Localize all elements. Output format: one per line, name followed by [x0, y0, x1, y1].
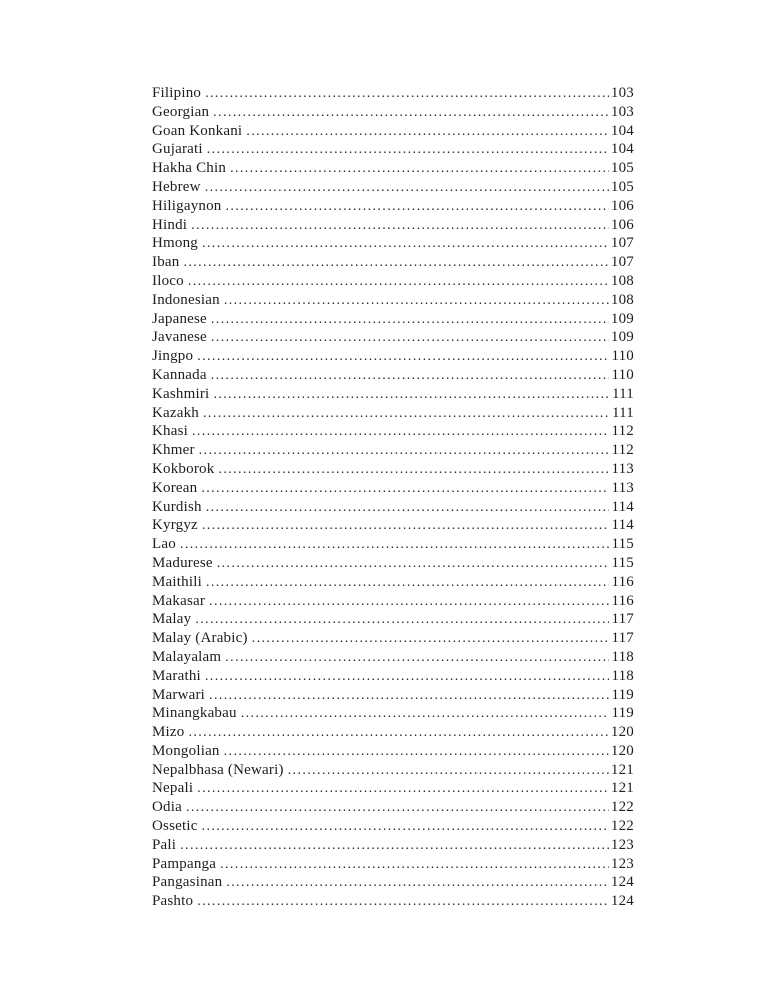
- toc-entry[interactable]: [152, 103, 634, 122]
- leader-dots: [224, 742, 609, 762]
- leader-dots: [211, 366, 610, 386]
- toc-entry-page-number: 115: [611, 536, 634, 553]
- toc-entry-page-number: 120: [610, 742, 634, 759]
- toc-entry[interactable]: [152, 686, 634, 705]
- toc-entry-label[interactable]: Pangasinan: [152, 874, 223, 891]
- toc-entry-page-number: 103: [610, 103, 634, 120]
- toc-entry[interactable]: [152, 385, 634, 404]
- leader-dots: [188, 272, 609, 292]
- leader-dots: [224, 291, 609, 311]
- toc-entry-page-number: 119: [611, 705, 634, 722]
- toc-entry-page-number: 116: [611, 573, 634, 590]
- toc-entry-page-number: 106: [610, 197, 634, 214]
- leader-dots: [202, 817, 609, 837]
- toc-entry[interactable]: [152, 328, 634, 347]
- toc-entry-label[interactable]: Gujarati: [152, 141, 203, 158]
- toc-entry-label[interactable]: Georgian: [152, 103, 210, 120]
- toc-entry-page-number: 105: [610, 160, 634, 177]
- toc-entry-page-number: 111: [612, 404, 634, 421]
- toc-entry-page-number: 117: [611, 630, 634, 647]
- toc-entry[interactable]: [152, 554, 634, 573]
- toc-entry-label[interactable]: Kokborok: [152, 460, 215, 477]
- toc-entry-page-number: 108: [610, 291, 634, 308]
- toc-entry[interactable]: [152, 592, 634, 611]
- leader-dots: [201, 479, 609, 499]
- toc-entry[interactable]: [152, 140, 634, 159]
- toc-entry-label[interactable]: Minangkabau: [152, 705, 237, 722]
- toc-entry-page-number: 119: [611, 686, 634, 703]
- toc-entry[interactable]: [152, 122, 634, 141]
- toc-entry-page-number: 111: [612, 385, 634, 402]
- toc-entry[interactable]: [152, 347, 634, 366]
- toc-entry-page-number: 118: [611, 667, 634, 684]
- toc-entry-label[interactable]: Korean: [152, 479, 198, 496]
- toc-entry[interactable]: [152, 855, 634, 874]
- leader-dots: [188, 723, 608, 743]
- leader-dots: [180, 836, 609, 856]
- toc-entry-page-number: 121: [610, 780, 634, 797]
- toc-entry[interactable]: [152, 197, 634, 216]
- leader-dots: [205, 178, 609, 198]
- toc-entry-page-number: 108: [610, 272, 634, 289]
- toc-entry-label[interactable]: Pali: [152, 836, 177, 853]
- toc-entry[interactable]: [152, 460, 634, 479]
- leader-dots: [180, 535, 610, 555]
- toc-entry[interactable]: [152, 798, 634, 817]
- leader-dots: [226, 873, 609, 893]
- toc-entry[interactable]: [152, 742, 634, 761]
- toc-entry-page-number: 118: [611, 648, 634, 665]
- toc-entry[interactable]: [152, 366, 634, 385]
- toc-entry[interactable]: [152, 479, 634, 498]
- leader-dots: [202, 234, 609, 254]
- leader-dots: [209, 686, 609, 706]
- leader-dots: [192, 422, 609, 442]
- toc-entry-label[interactable]: Maithili: [152, 573, 202, 590]
- toc-entry-page-number: 109: [610, 310, 634, 327]
- toc-entry-label[interactable]: Hindi: [152, 216, 188, 233]
- toc-entry[interactable]: [152, 610, 634, 629]
- toc-entry-label[interactable]: Malay (Arabic): [152, 630, 248, 647]
- toc-entry-label[interactable]: Indonesian: [152, 291, 220, 308]
- toc-entry-page-number: 122: [610, 818, 634, 835]
- toc-entry-page-number: 112: [611, 423, 634, 440]
- toc-entry[interactable]: [152, 817, 634, 836]
- toc-entry-page-number: 121: [610, 761, 634, 778]
- leader-dots: [191, 216, 609, 236]
- leader-dots: [246, 122, 609, 142]
- toc-entry-label[interactable]: Mongolian: [152, 742, 220, 759]
- leader-dots: [202, 516, 610, 536]
- toc-entry-label[interactable]: Nepali: [152, 780, 194, 797]
- toc-entry-label[interactable]: Hakha Chin: [152, 160, 227, 177]
- toc-entry[interactable]: [152, 573, 634, 592]
- toc-entry-page-number: 123: [610, 855, 634, 872]
- toc-entry[interactable]: [152, 629, 634, 648]
- toc-entry[interactable]: [152, 535, 634, 554]
- toc-entry[interactable]: [152, 498, 634, 517]
- toc-entry[interactable]: [152, 516, 634, 535]
- table-of-contents: [152, 84, 634, 911]
- toc-entry-label[interactable]: Kannada: [152, 366, 207, 383]
- leader-dots: [197, 347, 609, 367]
- toc-entry[interactable]: [152, 892, 634, 911]
- toc-entry-page-number: 117: [611, 611, 634, 628]
- toc-entry-label[interactable]: Jingpo: [152, 348, 194, 365]
- toc-entry-label[interactable]: Khmer: [152, 442, 195, 459]
- toc-entry-page-number: 114: [611, 498, 634, 515]
- toc-entry-page-number: 109: [610, 329, 634, 346]
- toc-entry-page-number: 104: [610, 122, 634, 139]
- leader-dots: [213, 385, 610, 405]
- toc-entry-page-number: 110: [611, 366, 634, 383]
- leader-dots: [211, 310, 609, 330]
- toc-entry-label[interactable]: Iloco: [152, 272, 184, 289]
- toc-entry-label[interactable]: Hiligaynon: [152, 197, 222, 214]
- toc-entry[interactable]: [152, 310, 634, 329]
- toc-entry[interactable]: [152, 291, 634, 310]
- toc-entry[interactable]: [152, 159, 634, 178]
- toc-entry-label[interactable]: Kurdish: [152, 498, 202, 515]
- leader-dots: [218, 460, 609, 480]
- toc-entry-label[interactable]: Hebrew: [152, 178, 201, 195]
- toc-entry-label[interactable]: Marathi: [152, 667, 201, 684]
- leader-dots: [197, 779, 609, 799]
- toc-entry-label[interactable]: Khasi: [152, 423, 188, 440]
- leader-dots: [195, 610, 609, 630]
- toc-entry-page-number: 105: [610, 178, 634, 195]
- toc-entry-page-number: 113: [611, 460, 634, 477]
- toc-entry-page-number: 104: [610, 141, 634, 158]
- leader-dots: [197, 892, 609, 912]
- toc-entry-page-number: 115: [611, 554, 634, 571]
- toc-entry[interactable]: [152, 84, 634, 103]
- leader-dots: [225, 648, 609, 668]
- toc-entry-label[interactable]: Kyrgyz: [152, 517, 198, 534]
- toc-entry[interactable]: [152, 779, 634, 798]
- toc-entry[interactable]: [152, 253, 634, 272]
- toc-entry-page-number: 113: [611, 479, 634, 496]
- leader-dots: [209, 592, 609, 612]
- leader-dots: [288, 761, 609, 781]
- leader-dots: [230, 159, 609, 179]
- toc-entry[interactable]: [152, 704, 634, 723]
- toc-entry[interactable]: [152, 178, 634, 197]
- leader-dots: [207, 140, 609, 160]
- leader-dots: [205, 84, 609, 104]
- leader-dots: [206, 573, 610, 593]
- toc-entry-label[interactable]: Odia: [152, 799, 182, 816]
- leader-dots: [213, 103, 609, 123]
- toc-entry-label[interactable]: Hmong: [152, 235, 198, 252]
- leader-dots: [241, 704, 610, 724]
- toc-entry-label[interactable]: Kazakh: [152, 404, 200, 421]
- toc-entry[interactable]: [152, 234, 634, 253]
- leader-dots: [203, 404, 610, 424]
- toc-entry-label[interactable]: Pampanga: [152, 855, 217, 872]
- toc-entry-page-number: 114: [611, 517, 634, 534]
- leader-dots: [206, 498, 610, 518]
- toc-entry[interactable]: [152, 761, 634, 780]
- toc-entry[interactable]: [152, 836, 634, 855]
- toc-entry-label[interactable]: Malayalam: [152, 648, 222, 665]
- toc-entry-label[interactable]: Malay: [152, 611, 192, 628]
- leader-dots: [183, 253, 608, 273]
- toc-entry-label[interactable]: Ossetic: [152, 818, 198, 835]
- toc-entry[interactable]: [152, 404, 634, 423]
- toc-entry[interactable]: [152, 272, 634, 291]
- toc-entry-label[interactable]: Filipino: [152, 85, 202, 101]
- toc-entry-page-number: 112: [611, 442, 634, 459]
- toc-entry-page-number: 124: [610, 874, 634, 891]
- toc-entry-page-number: 110: [611, 348, 634, 365]
- toc-entry-label[interactable]: Makasar: [152, 592, 206, 609]
- toc-entry-label[interactable]: Iban: [152, 254, 180, 271]
- toc-entry[interactable]: [152, 873, 634, 892]
- toc-entry-page-number: 106: [610, 216, 634, 233]
- toc-entry[interactable]: [152, 216, 634, 235]
- leader-dots: [211, 328, 609, 348]
- toc-entry-label[interactable]: Lao: [152, 536, 176, 553]
- toc-entry-label[interactable]: Goan Konkani: [152, 122, 243, 139]
- toc-entry-page-number: 107: [610, 235, 634, 252]
- leader-dots: [220, 855, 609, 875]
- toc-entry-page-number: 123: [610, 836, 634, 853]
- toc-entry-page-number: 103: [610, 85, 634, 101]
- toc-entry-label[interactable]: Marwari: [152, 686, 206, 703]
- toc-entry[interactable]: [152, 648, 634, 667]
- toc-entry-page-number: 116: [611, 592, 634, 609]
- leader-dots: [199, 441, 610, 461]
- toc-entry-label[interactable]: Javanese: [152, 329, 207, 346]
- toc-entry[interactable]: [152, 723, 634, 742]
- toc-entry-label[interactable]: Nepalbhasa (Newari): [152, 761, 284, 778]
- toc-entry-page-number: 124: [610, 893, 634, 910]
- toc-entry-page-number: 122: [610, 799, 634, 816]
- leader-dots: [252, 629, 610, 649]
- leader-dots: [186, 798, 609, 818]
- toc-entry-label[interactable]: Japanese: [152, 310, 207, 327]
- leader-dots: [205, 667, 610, 687]
- toc-entry-label[interactable]: Pashto: [152, 893, 194, 910]
- toc-entry-label[interactable]: Kashmiri: [152, 385, 210, 402]
- toc-entry-page-number: 120: [610, 724, 634, 741]
- toc-entry-page-number: 107: [610, 254, 634, 271]
- toc-entry[interactable]: [152, 441, 634, 460]
- toc-entry[interactable]: [152, 422, 634, 441]
- leader-dots: [226, 197, 609, 217]
- leader-dots: [217, 554, 610, 574]
- toc-entry[interactable]: [152, 667, 634, 686]
- toc-entry-label[interactable]: Mizo: [152, 724, 185, 741]
- toc-entry-label[interactable]: Madurese: [152, 554, 213, 571]
